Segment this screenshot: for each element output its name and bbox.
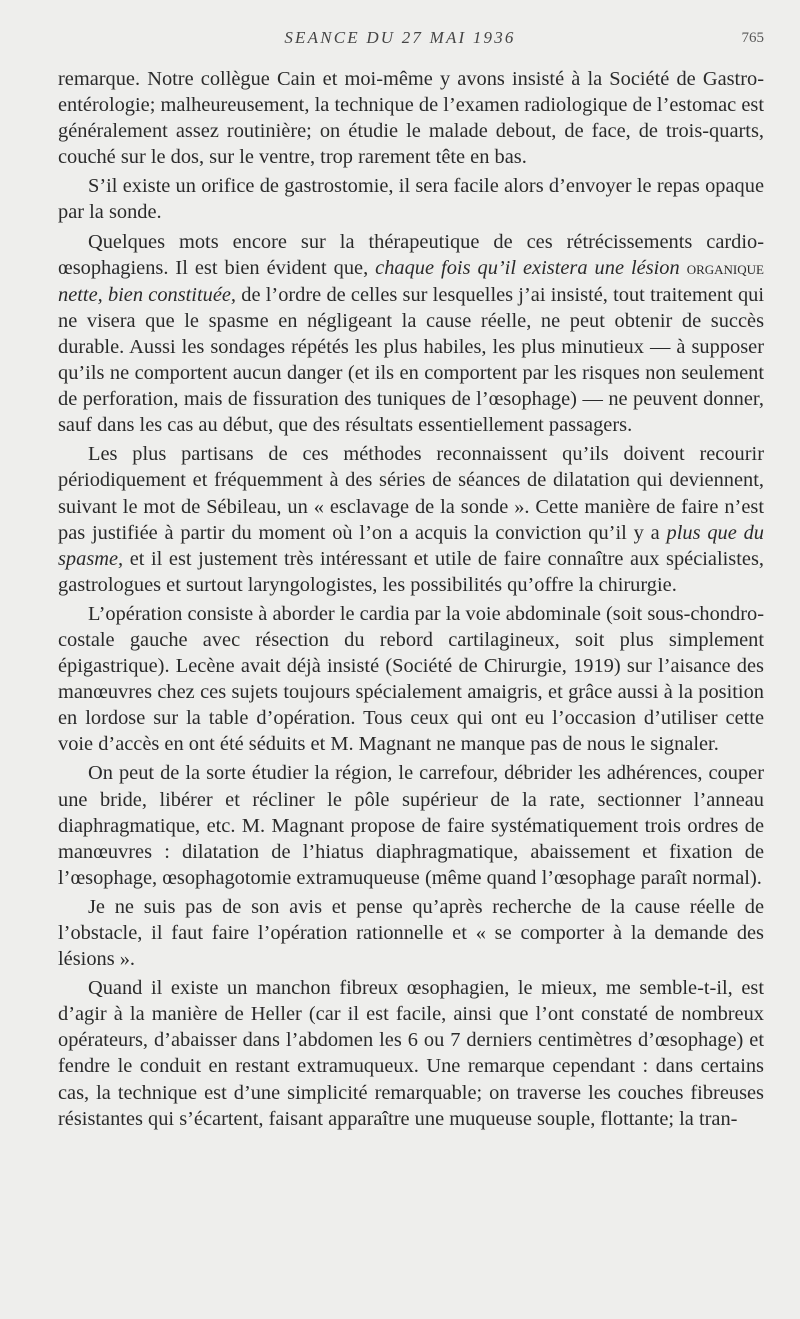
paragraph-7: Je ne suis pas de son avis et pense qu’après recherche de la cause réelle de l’obstacle, il faut faire l’opération rationnelle et « se comporter à la demande des lésions ». [58,895,764,971]
paragraph-1: remarque. Notre collègue Cain et moi-même y avons insisté à la Société de Gastro-entérologie; malheureusement, la technique de l’examen radiologique de l’estomac est généralement assez routinière; on étudie le malade debout, de face, de trois-quarts, couché sur le dos, sur le ventre, trop rarement tête en bas. [58,68,764,169]
paragraph-8: Quand il existe un manchon fibreux œsophagien, le mieux, me semble-t-il, est d’agir à la manière de Heller (car il est facile, ainsi que l’ont constaté de nombreux opérateurs, d’abaisser dans l’abdomen les 6 ou 7 derniers centimètres d’œsophage) et fendre le conduit en restant extramuqueux. Une remarque cependant : dans certains cas, la technique est d’une simplicité remarquable; on traverse les couches fibreuses résistantes qui s’écartent, faisant apparaître une muqueuse souple, flottante; la tran- [58,977,764,1130]
paragraph-4-part-c: et il est justement très intéressant et utile de faire connaître aux spécialistes, gastrologues et surtout laryngologistes, les possibilités qu’offre la chirurgie. [58,547,764,596]
paragraph-5: L’opération consiste à aborder le cardia par la voie abdominale (soit sous-chondro-costale gauche avec résection du rebord cartilagineux, soit plus simplement épigastrique). Lecène avait déjà insisté (Société de Chirurgie, 1919) sur l’aisance des manœuvres chez ces sujets toujours spécialement amaigris, et grâce aussi à la position en lordose sur la table d’opération. Tous ceux qui ont eu l’occasion d’utiliser cette voie d’accès en ont été séduits et M. Magnant ne manque pas de nous le signaler. [58,602,764,756]
paragraph-3-part-a: Quelques mots encore sur la thérapeutique de ces rétrécissements cardio-œsophagiens. Il est bien évident que, [58,230,764,279]
paragraph-2: S’il existe un orifice de gastrostomie, il sera facile alors d’envoyer le repas opaque par la sonde. [58,175,764,224]
page-number: 765 [741,30,764,46]
paragraph-6: On peut de la sorte étudier la région, le carrefour, débrider les adhérences, couper une bride, libérer et récliner le pôle supérieur de la rate, sectionner l’anneau diaphragmatique, etc. M. Magnant propose de faire systématiquement trois ordres de manœuvres : dilatation de l’hiatus diaphragmatique, abaissement et fixation de l’œsophage, œsophagotomie extramuqueuse (même quand l’œsophage paraît normal). [58,762,764,889]
body-text [58,66,764,1135]
paragraph-3-emphasis-2: nette, bien constituée, [58,283,237,306]
running-head-title: SEANCE DU 27 MAI 1936 [284,28,516,47]
paragraph-4 [58,441,764,598]
paragraph-4-emphasis: plus que du spasme, [58,521,764,570]
paragraph-3-emphasis-1: chaque fois qu’il existera une lésion [375,256,680,279]
paragraph-3-small-caps: organique [686,257,764,279]
paragraph-3 [58,229,764,439]
paragraph-4-part-a: Les plus partisans de ces méthodes reconnaissent qu’ils doivent recourir périodiquement et fréquemment à des séries de séances de dilatation qui deviennent, suivant le mot de Sébileau, un « esclavage de la sonde ». Cette manière de faire n’est pas justifiée à partir du moment où l’on a acquis la conviction qu’il y a [58,443,764,544]
paragraph-3-part-e: de l’ordre de celles sur lesquelles j’ai insisté, tout traitement qui ne visera que le spasme en négligeant la cause réelle, ne peut obtenir de succès durable. Aussi les sondages répétés les plus habiles, les plus minutieux — à supposer qu’ils ne comportent aucun danger (et ils en comportent par les risques non seulement de perforation, mais de fissuration des tuniques de l’œsophage) — ne peuvent donner, sauf dans les cas au début, que des résultats essentiellement passagers. [58,283,764,437]
running-header [0,28,800,54]
